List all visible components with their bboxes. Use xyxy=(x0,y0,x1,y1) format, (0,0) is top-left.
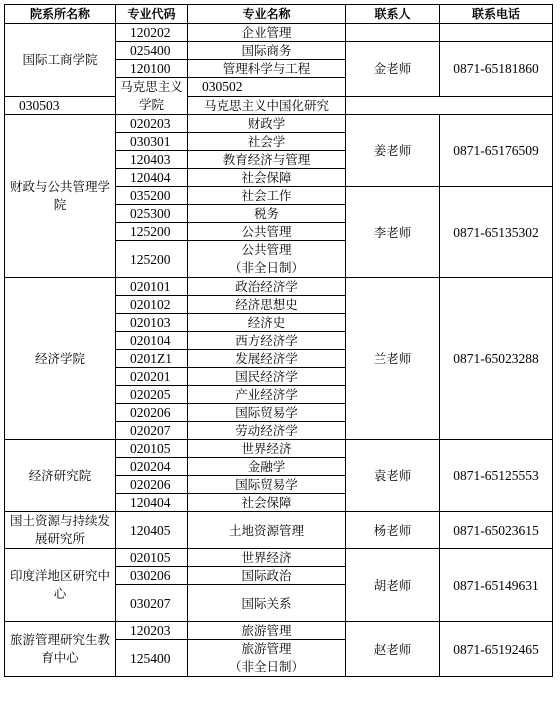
code-cell: 020204 xyxy=(116,458,188,476)
code-cell: 120404 xyxy=(116,494,188,512)
contact-header: 联系人 xyxy=(346,5,440,24)
table-row xyxy=(5,622,553,640)
department-cell: 马克思主义学院 xyxy=(116,78,188,115)
contact-table xyxy=(4,4,553,677)
phone-cell: 0871-65023615 xyxy=(440,512,553,549)
blank-phone-cell xyxy=(440,24,553,42)
code-cell: 020201 xyxy=(116,368,188,386)
header-row xyxy=(5,5,553,24)
major-cell: 国际政治 xyxy=(188,567,346,585)
major-cell: 社会学 xyxy=(188,133,346,151)
code-cell: 125200 xyxy=(116,223,188,241)
major-cell: 国际贸易学 xyxy=(188,476,346,494)
major-cell: 财政学 xyxy=(188,115,346,133)
major-cell: 发展经济学 xyxy=(188,350,346,368)
contact-cell: 兰老师 xyxy=(346,278,440,440)
major-cell: 金融学 xyxy=(188,458,346,476)
code-cell: 020207 xyxy=(116,422,188,440)
phone-cell: 0871-65023288 xyxy=(440,278,553,440)
major-header: 专业名称 xyxy=(188,5,346,24)
table-row xyxy=(5,24,553,42)
table-row xyxy=(5,512,553,549)
major-cell: 税务 xyxy=(188,205,346,223)
major-cell: 管理科学与工程 xyxy=(188,60,346,78)
phone-cell: 0871-65176509 xyxy=(440,115,553,187)
code-cell: 030502 xyxy=(188,78,346,97)
code-cell: 0201Z1 xyxy=(116,350,188,368)
code-cell: 020103 xyxy=(116,314,188,332)
phone-header: 联系电话 xyxy=(440,5,553,24)
table-row xyxy=(5,278,553,296)
contact-cell: 杨老师 xyxy=(346,512,440,549)
major-cell: 社会保障 xyxy=(188,494,346,512)
code-cell: 020105 xyxy=(116,549,188,567)
contact-cell: 袁老师 xyxy=(346,440,440,512)
code-cell: 020104 xyxy=(116,332,188,350)
code-cell: 020206 xyxy=(116,404,188,422)
major-cell: 土地资源管理 xyxy=(188,512,346,549)
major-cell: 企业管理 xyxy=(188,24,346,42)
code-cell: 020102 xyxy=(116,296,188,314)
table-row xyxy=(5,440,553,458)
contact-cell: 赵老师 xyxy=(346,622,440,677)
major-cell: 劳动经济学 xyxy=(188,422,346,440)
code-cell: 030301 xyxy=(116,133,188,151)
code-cell: 030207 xyxy=(116,585,188,622)
code-cell: 030206 xyxy=(116,567,188,585)
major-cell: 经济史 xyxy=(188,314,346,332)
phone-cell: 0871-65125553 xyxy=(440,440,553,512)
major-cell: 政治经济学 xyxy=(188,278,346,296)
code-cell: 020205 xyxy=(116,386,188,404)
table-row xyxy=(5,549,553,567)
contact-cell: 金老师 xyxy=(346,42,440,97)
major-cell: 国民经济学 xyxy=(188,368,346,386)
code-header: 专业代码 xyxy=(116,5,188,24)
major-cell: 国际商务 xyxy=(188,42,346,60)
major-cell: 国际关系 xyxy=(188,585,346,622)
department-cell: 旅游管理研究生教育中心 xyxy=(5,622,116,677)
code-cell: 120203 xyxy=(116,622,188,640)
code-cell: 120404 xyxy=(116,169,188,187)
phone-cell: 0871-65192465 xyxy=(440,622,553,677)
major-cell: 公共管理 （非全日制） xyxy=(188,241,346,278)
blank-contact-cell xyxy=(346,24,440,42)
table-row xyxy=(5,115,553,133)
major-cell: 经济思想史 xyxy=(188,296,346,314)
code-cell: 020105 xyxy=(116,440,188,458)
code-cell: 020203 xyxy=(116,115,188,133)
department-cell: 经济学院 xyxy=(5,278,116,440)
major-cell: 旅游管理 （非全日制） xyxy=(188,640,346,677)
code-cell: 020206 xyxy=(116,476,188,494)
major-cell: 西方经济学 xyxy=(188,332,346,350)
code-cell: 125200 xyxy=(116,241,188,278)
major-cell: 公共管理 xyxy=(188,223,346,241)
code-cell: 025400 xyxy=(116,42,188,60)
department-cell: 国际工商学院 xyxy=(5,24,116,97)
code-cell: 120403 xyxy=(116,151,188,169)
code-cell: 025300 xyxy=(116,205,188,223)
department-cell: 财政与公共管理学院 xyxy=(5,115,116,278)
major-cell: 马克思主义中国化研究 xyxy=(188,96,346,115)
code-cell: 120405 xyxy=(116,512,188,549)
code-cell: 035200 xyxy=(116,187,188,205)
contact-cell: 姜老师 xyxy=(346,115,440,187)
table-row xyxy=(5,96,553,115)
contact-cell: 胡老师 xyxy=(346,549,440,622)
major-cell: 社会保障 xyxy=(188,169,346,187)
department-header: 院系所名称 xyxy=(5,5,116,24)
phone-cell: 0871-65181860 xyxy=(440,42,553,97)
major-cell: 世界经济 xyxy=(188,440,346,458)
major-cell: 社会工作 xyxy=(188,187,346,205)
major-cell: 国际贸易学 xyxy=(188,404,346,422)
department-cell: 印度洋地区研究中心 xyxy=(5,549,116,622)
phone-cell: 0871-65135302 xyxy=(440,187,553,278)
major-cell: 旅游管理 xyxy=(188,622,346,640)
major-cell: 世界经济 xyxy=(188,549,346,567)
major-cell: 教育经济与管理 xyxy=(188,151,346,169)
department-cell: 经济研究院 xyxy=(5,440,116,512)
contact-cell: 李老师 xyxy=(346,187,440,278)
code-cell: 120202 xyxy=(116,24,188,42)
code-cell: 120100 xyxy=(116,60,188,78)
major-cell: 产业经济学 xyxy=(188,386,346,404)
code-cell: 030503 xyxy=(5,96,116,115)
code-cell: 020101 xyxy=(116,278,188,296)
code-cell: 125400 xyxy=(116,640,188,677)
department-cell: 国土资源与持续发展研究所 xyxy=(5,512,116,549)
phone-cell: 0871-65149631 xyxy=(440,549,553,622)
